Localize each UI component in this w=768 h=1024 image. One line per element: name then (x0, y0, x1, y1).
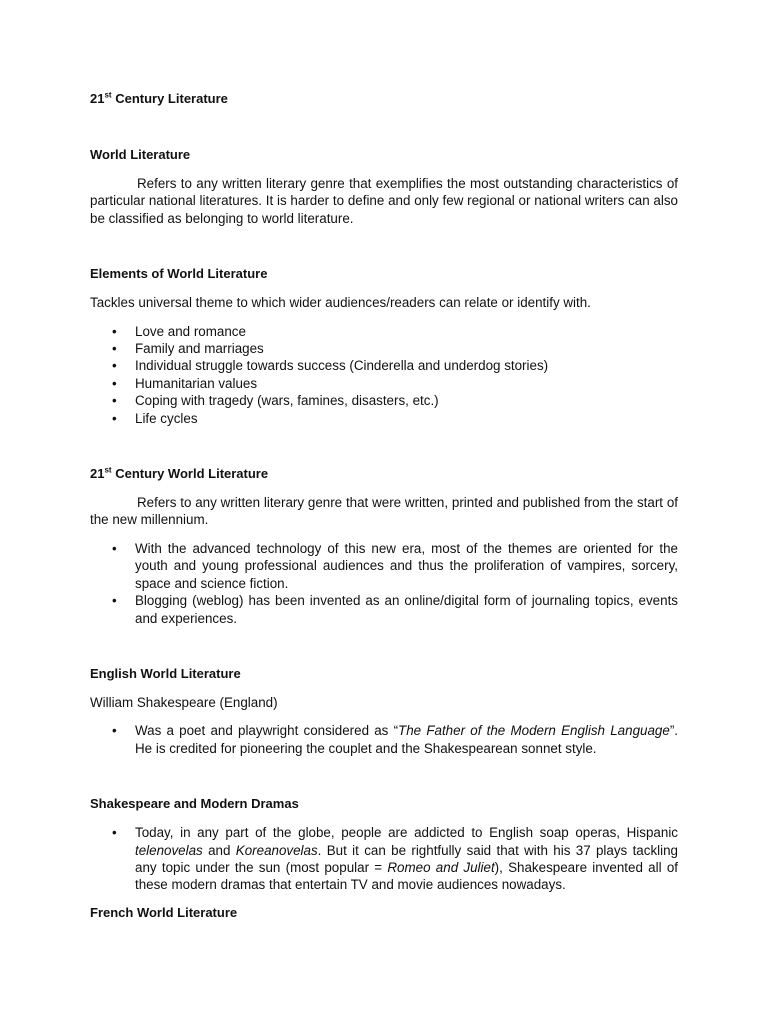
english-heading: English World Literature (90, 665, 241, 681)
world-literature-heading: World Literature (90, 147, 191, 162)
dramas-list (90, 824, 678, 894)
document-page (90, 90, 678, 922)
elements-heading: Elements of World Literature (90, 266, 268, 282)
document-title: 21st Century Literature (90, 90, 228, 106)
century-world-body: Refers to any written literary genre that were written, printed and published from the start of the new millennium. (90, 495, 678, 528)
list-item: • Coping with tragedy (wars, famines, disasters, etc.) (90, 392, 678, 409)
french-heading: French World Literature (90, 904, 238, 920)
century-list (90, 540, 678, 627)
list-item: • Love and romance (90, 323, 678, 340)
century-world-heading: 21st Century World Literature (90, 465, 269, 482)
english-author: William Shakespeare (England) (90, 694, 278, 710)
english-list (90, 722, 678, 757)
list-item: • Blogging (weblog) has been invented as an online/digital form of journaling topics, events and experiences. (90, 592, 678, 627)
list-item: • Today, in any part of the globe, people are addicted to English soap operas, Hispanic telenovelas and Koreanovelas. But it can be rightfully said that with his 37 plays tackling any topic under the sun (most popular = Romeo and Juliet), Shakespeare invented all of these modern dramas that entertain TV and movie audiences nowadays. (90, 824, 678, 894)
list-item: • With the advanced technology of this new era, most of the themes are oriented for the youth and young professional audiences and thus the proliferation of vampires, sorcery, space and science fiction. (90, 540, 678, 592)
list-item: • Humanitarian values (90, 375, 678, 392)
elements-intro: Tackles universal theme to which wider audiences/readers can relate or identify with. (90, 295, 591, 311)
elements-list (90, 323, 678, 427)
list-item: • Was a poet and playwright considered as “The Father of the Modern English Language”. He is credited for pioneering the couplet and the Shakespearean sonnet style. (90, 722, 678, 757)
dramas-heading: Shakespeare and Modern Dramas (90, 796, 299, 812)
list-item: • Life cycles (90, 410, 678, 427)
list-item: • Individual struggle towards success (Cinderella and underdog stories) (90, 357, 678, 374)
world-literature-body: Refers to any written literary genre that exemplifies the most outstanding characteristics of particular national literatures. It is harder to define and only few regional or national writers can also be classified as belonging to world literature. (90, 176, 678, 226)
list-item: • Family and marriages (90, 340, 678, 357)
